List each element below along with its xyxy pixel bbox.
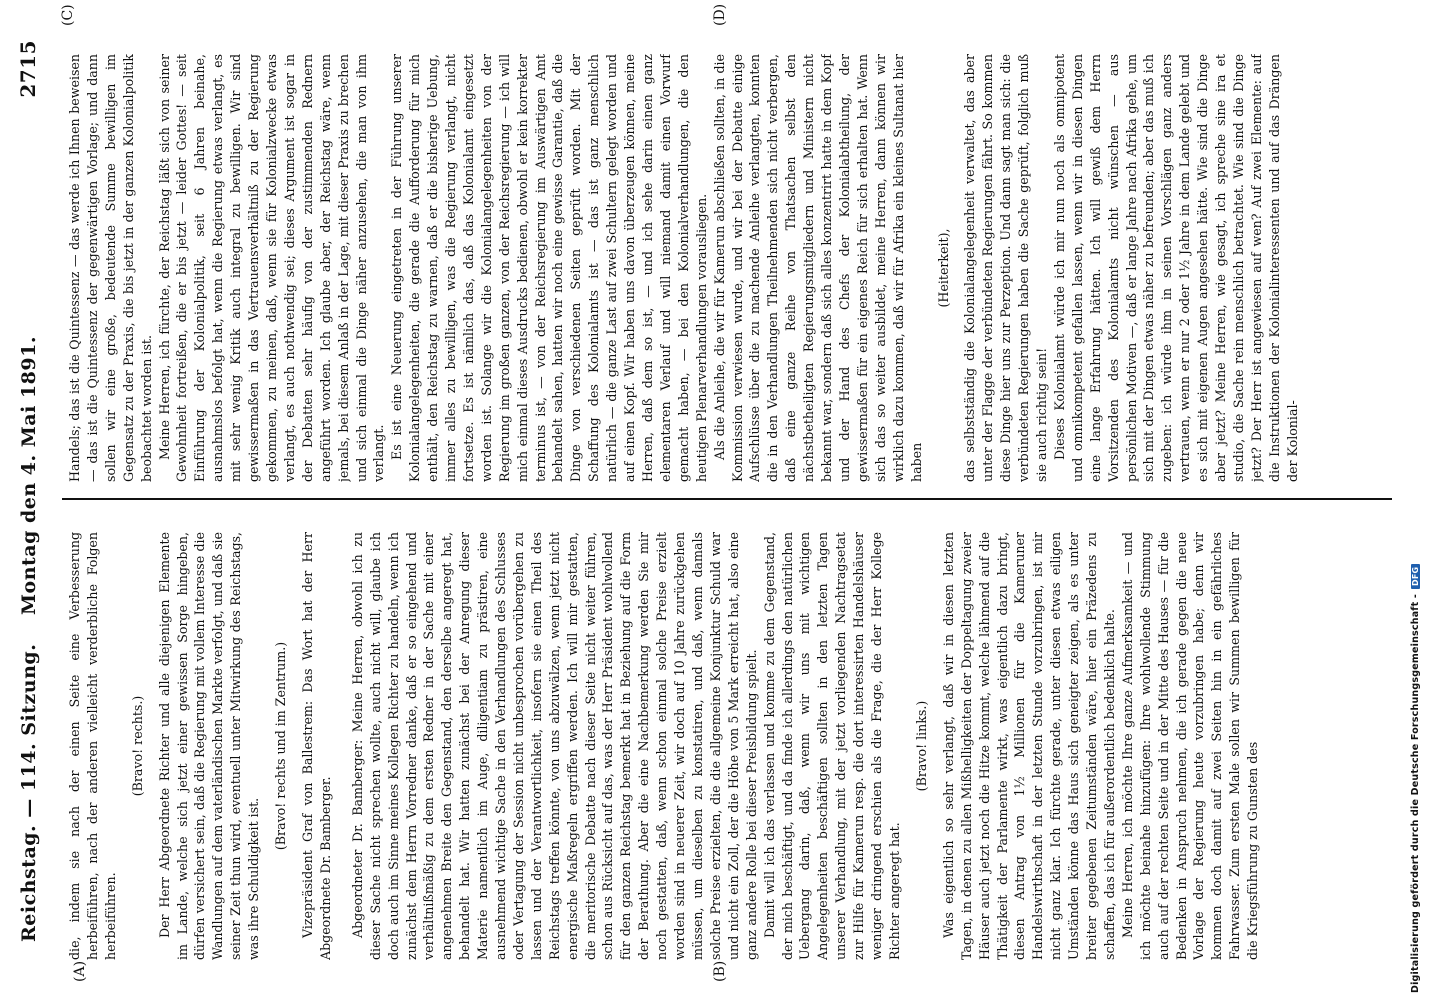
applause-note: (Bravo! links.) [913, 700, 929, 792]
paragraph: Es ist eine Neuerung eingetreten in der Führung unserer Kolonialangelegenheiten, die gerade die Aufforderung für mich enthält, den Reichstag zu warnen, daß er die bisherige Uebung, immer alles zu bewilligen, was die Regierung verlangt, nicht fortsetze. Es ist nämlich das, daß das Kolonialamt eingesetzt worden ist. Solange wir die Kolonialangelegenheiten von der Regierung im großen ganzen, von der Reichsregierung — ich will mich einmal dieses Ausdrucks bedienen, obwohl er kein korrekter terminus ist, — von der Reichsregierung im Auswärtigen Amt behandelt sahen, hatten wir noch eine gewisse Garantie, daß die Dinge von verschiedenen Seiten geprüft worden. Mit der Schaffung des Kolonialamts ist — das ist ganz menschlich natürlich — die ganze Last auf zwei Schultern gelegt worden und auf einen Kopf. Wir haben uns davon überzeugen können, meine Herren, daß dem so ist, — und ich sehe darin einen ganz elementaren Verlauf und will niemand damit einen Vorwurf gemacht haben, — bei den Kolonialverhandlungen, die den heutigen Plenarverhandlungen vorausliegen. [389, 54, 709, 482]
page-number: 2715 [16, 40, 40, 98]
page-header [8, 40, 48, 960]
header-date: Montag den 4. Mai 1891. [18, 336, 40, 615]
margin-mark-d: (D) [712, 3, 728, 26]
applause-note: (Bravo! rechts.) [129, 695, 145, 797]
paragraph: Als die Anleihe, die wir für Kamerun abschließen sollten, in die Kommission verwiesen wurde, und wir bei der Debatte einige Aufschlüsse über die zu machende Anleihe verlangten, konnten die in den Verhandlungen Theilnehmenden sich nicht verbergen, daß eine ganze Reihe von Thatsachen selbst den nächstbetheiligten Regierungsmitgliedern und Ministern nicht bekannt war, sondern daß sich alles konzentrirt hatte in dem Kopf und der Hand des Chefs der Kolonialabtheilung, der gewissermaßen für ein eigenes Reich für sich erhalten hat. Wenn sich das so weiter ausbildet, meine Herren, dann können wir wirklich dazu kommen, daß wir für Afrika ein kleines Sultanat hier haben [711, 54, 924, 482]
paragraph: Meine Herren, ich möchte Ihre ganze Aufmerksamkeit — und ich möchte beinahe hinzufügen: Ihre wohlwollende Stimmung auch auf der rechten Seite und in der Mitte des Hauses — für die Bedenken in Anspruch nehmen, die ich gerade gegen die neue Vorlage der Regierung heute vorzubringen habe; denn wir kommen doch damit auf zwei Seiten hin in ein gefährliches Fahrwasser. Zum ersten Male sollen wir Summen bewilligen für die Kriegsführung zu Gunsten des [1119, 532, 1261, 960]
applause-note: (Heiterkeit), [935, 228, 951, 308]
paragraph: Der Herr Abgeordnete Richter und alle diejenigen Elemente im Lande, welche sich jetzt einer gewissen Sorge hingeben, dürfen versichert sein, daß die Regierung mit vollem Interesse die Wandlungen auf dem vaterländischen Markte verfolgt, und daß sie seiner Zeit thun wird, eventuell unter Mitwirkung des Reichstags, was ihre Schuldigkeit ist. [156, 532, 262, 960]
speaker-announcement: Vizepräsident Graf von Ballestrem: Das Wort hat der Herr Abgeordnete Dr. Bamberger. [299, 532, 333, 960]
margin-mark-c: (C) [60, 4, 76, 26]
paragraph: Was eigentlich so sehr verlangt, daß wir in diesen letzten Tagen, in denen zu allen Mißhelligkeiten der Doppeltagung zweier Häuser auch jetzt noch die Hitze kommt, welche lähmend auf die Thätigkeit der Parlamente wirkt, was eigentlich dazu bringt, diesen Antrag von 1½ Millionen für die Kameruner Handelswirthschaft in der letzten Stunde vorzubringen, ist mir nicht ganz klar. Ich fürchte gerade, unter diesen etwas eiligen Umständen könne das Haus sich geneigter zeigen, als es unter breiter gegebenen Zeitumständen wäre, hier ein Präzedens zu schaffen, das ich für außerordentlich bedenklich halte. [940, 532, 1117, 960]
credit-text: Digitalisierung gefördert durch die Deutsche Forschungsgemeinschaft - [1410, 593, 1421, 993]
applause-note: (Bravo! rechts und im Zentrum.) [273, 641, 289, 851]
paragraph: Dieses Kolonialamt würde ich mir nun noch als omnipotent und omnikompetent gefallen lassen, wenn wir in diesen Dingen eine lange Erfahrung hätten. Ich will gewiß dem Herrn Vorsitzenden des Kolonialamts nicht wünschen — aus persönlichen Motiven —, daß er lange Jahre nach Afrika gehe, um sich mit der Dingen etwas näher zu befreunden; aber das muß ich zugeben: ich würde ihm in seinen Vorschlägen ganz anders vertrauen, wenn er nur 2 oder 1½ Jahre in dem Lande gelebt und es sich mit eigenen Augen angesehen hätte. Wie sind die Dinge aber jetzt? Meine Herren, wie gesagt, ich spreche sine ira et studio, die Sache rein menschlich betrachtet. Wie sind die Dinge jetzt? Der Herr ist angewiesen auf wen? Auf zwei Elemente: auf die Instruktionen der Kolonialinteressenten und auf das Drängen der Kolonial- [1051, 54, 1300, 482]
paragraph: Meine Herren, ich fürchte, der Reichstag läßt sich von seiner Gewohnheit fortreißen, die er bis jetzt — leider Gottes! — seit Einführung der Kolonialpolitik, seit 6 Jahren beinahe, ausnahmslos befolgt hat, wenn die Regierung etwas verlangt, es mit sehr wenig Kritik auch integral zu bewilligen. Wir sind gewissermaßen in das Vertrauensverhältniß zu der Regierung gekommen, zu meinen, daß, wenn sie für Kolonialzwecke etwas verlangt, es auch nothwendig sei; dieses Argument ist sogar in der Debatten sehr häufig von der zustimmenden Rednern angeführt worden. Ich glaube aber, der Reichstag wäre, wenn jemals, bei diesem Anlaß in der Lage, mit dieser Praxis zu brechen und sich einmal die Dinge näher anzusehen, die man von ihm verlangt. [156, 54, 387, 482]
paragraph: das selbstständig die Kolonialangelegenheit verwaltet, das aber unter der Flagge der verbündeten Regierungen fährt. So kommen diese Dinge hier uns zur Perzeption. Und dann sagt man sich: die verbündeten Regierungen haben die Sache geprüft, folglich muß sie auch richtig sein! [962, 54, 1050, 482]
digitization-credit [1410, 8, 1421, 993]
digitization-credit-sidebar [1408, 8, 1430, 993]
margin-mark-a: (A) [72, 960, 88, 982]
left-text-column [66, 532, 1416, 960]
dfg-logo-icon: DFG [1411, 564, 1420, 589]
column-divider [62, 498, 1392, 500]
right-text-column [66, 54, 1416, 482]
speech-paragraph: Abgeordneter Dr. Bamberger: Meine Herren, obwohl ich zu dieser Sache nicht sprechen wollte, auch nicht will, glaube ich doch auch im Sinne meines Kollegen Richter zu handeln, wenn ich zunächst dem Herrn Vorredner danke, daß er so eingehend und verhältnißmäßig zu dem ersten Redner in der Sache mit einer angenehmen Breite den Gegenstand, den derselbe angeregt hat, behandelt hat. Wir hatten zunächst bei der Anregung dieser Materie namentlich im Auge, diligentiam zu prästiren, eine ausnehmend wichtige Sache in den Verhandlungen des Schlusses oder Vertagung der Session nicht unbesprochen vorübergehen zu lassen und der Verantwortlichkeit, insofern sie einen Theil des Reichstags treffen könnte, von uns abzuwälzen, wenn jetzt nicht energische Maßregeln ergriffen werden. Ich will mir gestatten, die meritorische Debatte nach dieser Seite nicht weiter führen, schon aus Rücksicht auf das, was der Herr Präsident wohlwollend für den ganzen Reichstag bemerkt hat in Beziehung auf die Form der Berathung. Aber die eine Nachbemerkung werden Sie mir noch gestatten, daß, wenn schon einmal solche Preise erzielt worden sind in neuerer Zeit, wir doch auf 10 Jahre zurückgehen müssen, um dieselben zu konstatiren, und daß, wenn damals solche Preise erzielten, die die allgemeine Konjunktur Schuld war und nicht ein Zoll, der die Höhe von 5 Mark erreicht hat, also eine ganz andere Rolle bei dieser Preisbildung spielt. [349, 532, 759, 960]
margin-mark-b: (B) [712, 960, 728, 982]
header-session: Reichstag. — 114. Sitzung. [18, 643, 40, 942]
paragraph: Damit will ich das verlassen und komme zu dem Gegenstand, der mich beschäftigt, und da finde ich allerdings den natürlichen Uebergang darin, daß, wenn wir uns mit wichtigen Angelegenheiten beschäftigen sollten in den letzten Tagen unserer Verhandlung, mit der jetzt vorliegenden Nachtragsetat zur Hilfe für Kamerun resp. die dort interessirten Handelshäuser weniger dringend erschien als die Frage, die der Herr Kollege Richter angeregt hat. [761, 532, 902, 960]
paragraph: die, indem sie nach der einen Seite eine Verbesserung herbeiführen, nach der anderen vielleicht verderbliche Folgen herbeiführen. [67, 532, 118, 960]
paragraph: Handels; das ist die Quintessenz — das werde ich Ihnen beweisen — das ist die Quintessenz der gegenwärtigen Vorlage; und dann sollen wir eine große, bedeutende Summe bewilligen im Gegensatz zu der Praxis, die bis jetzt in der ganzen Kolonialpolitik beobachtet worden ist. [67, 54, 154, 482]
